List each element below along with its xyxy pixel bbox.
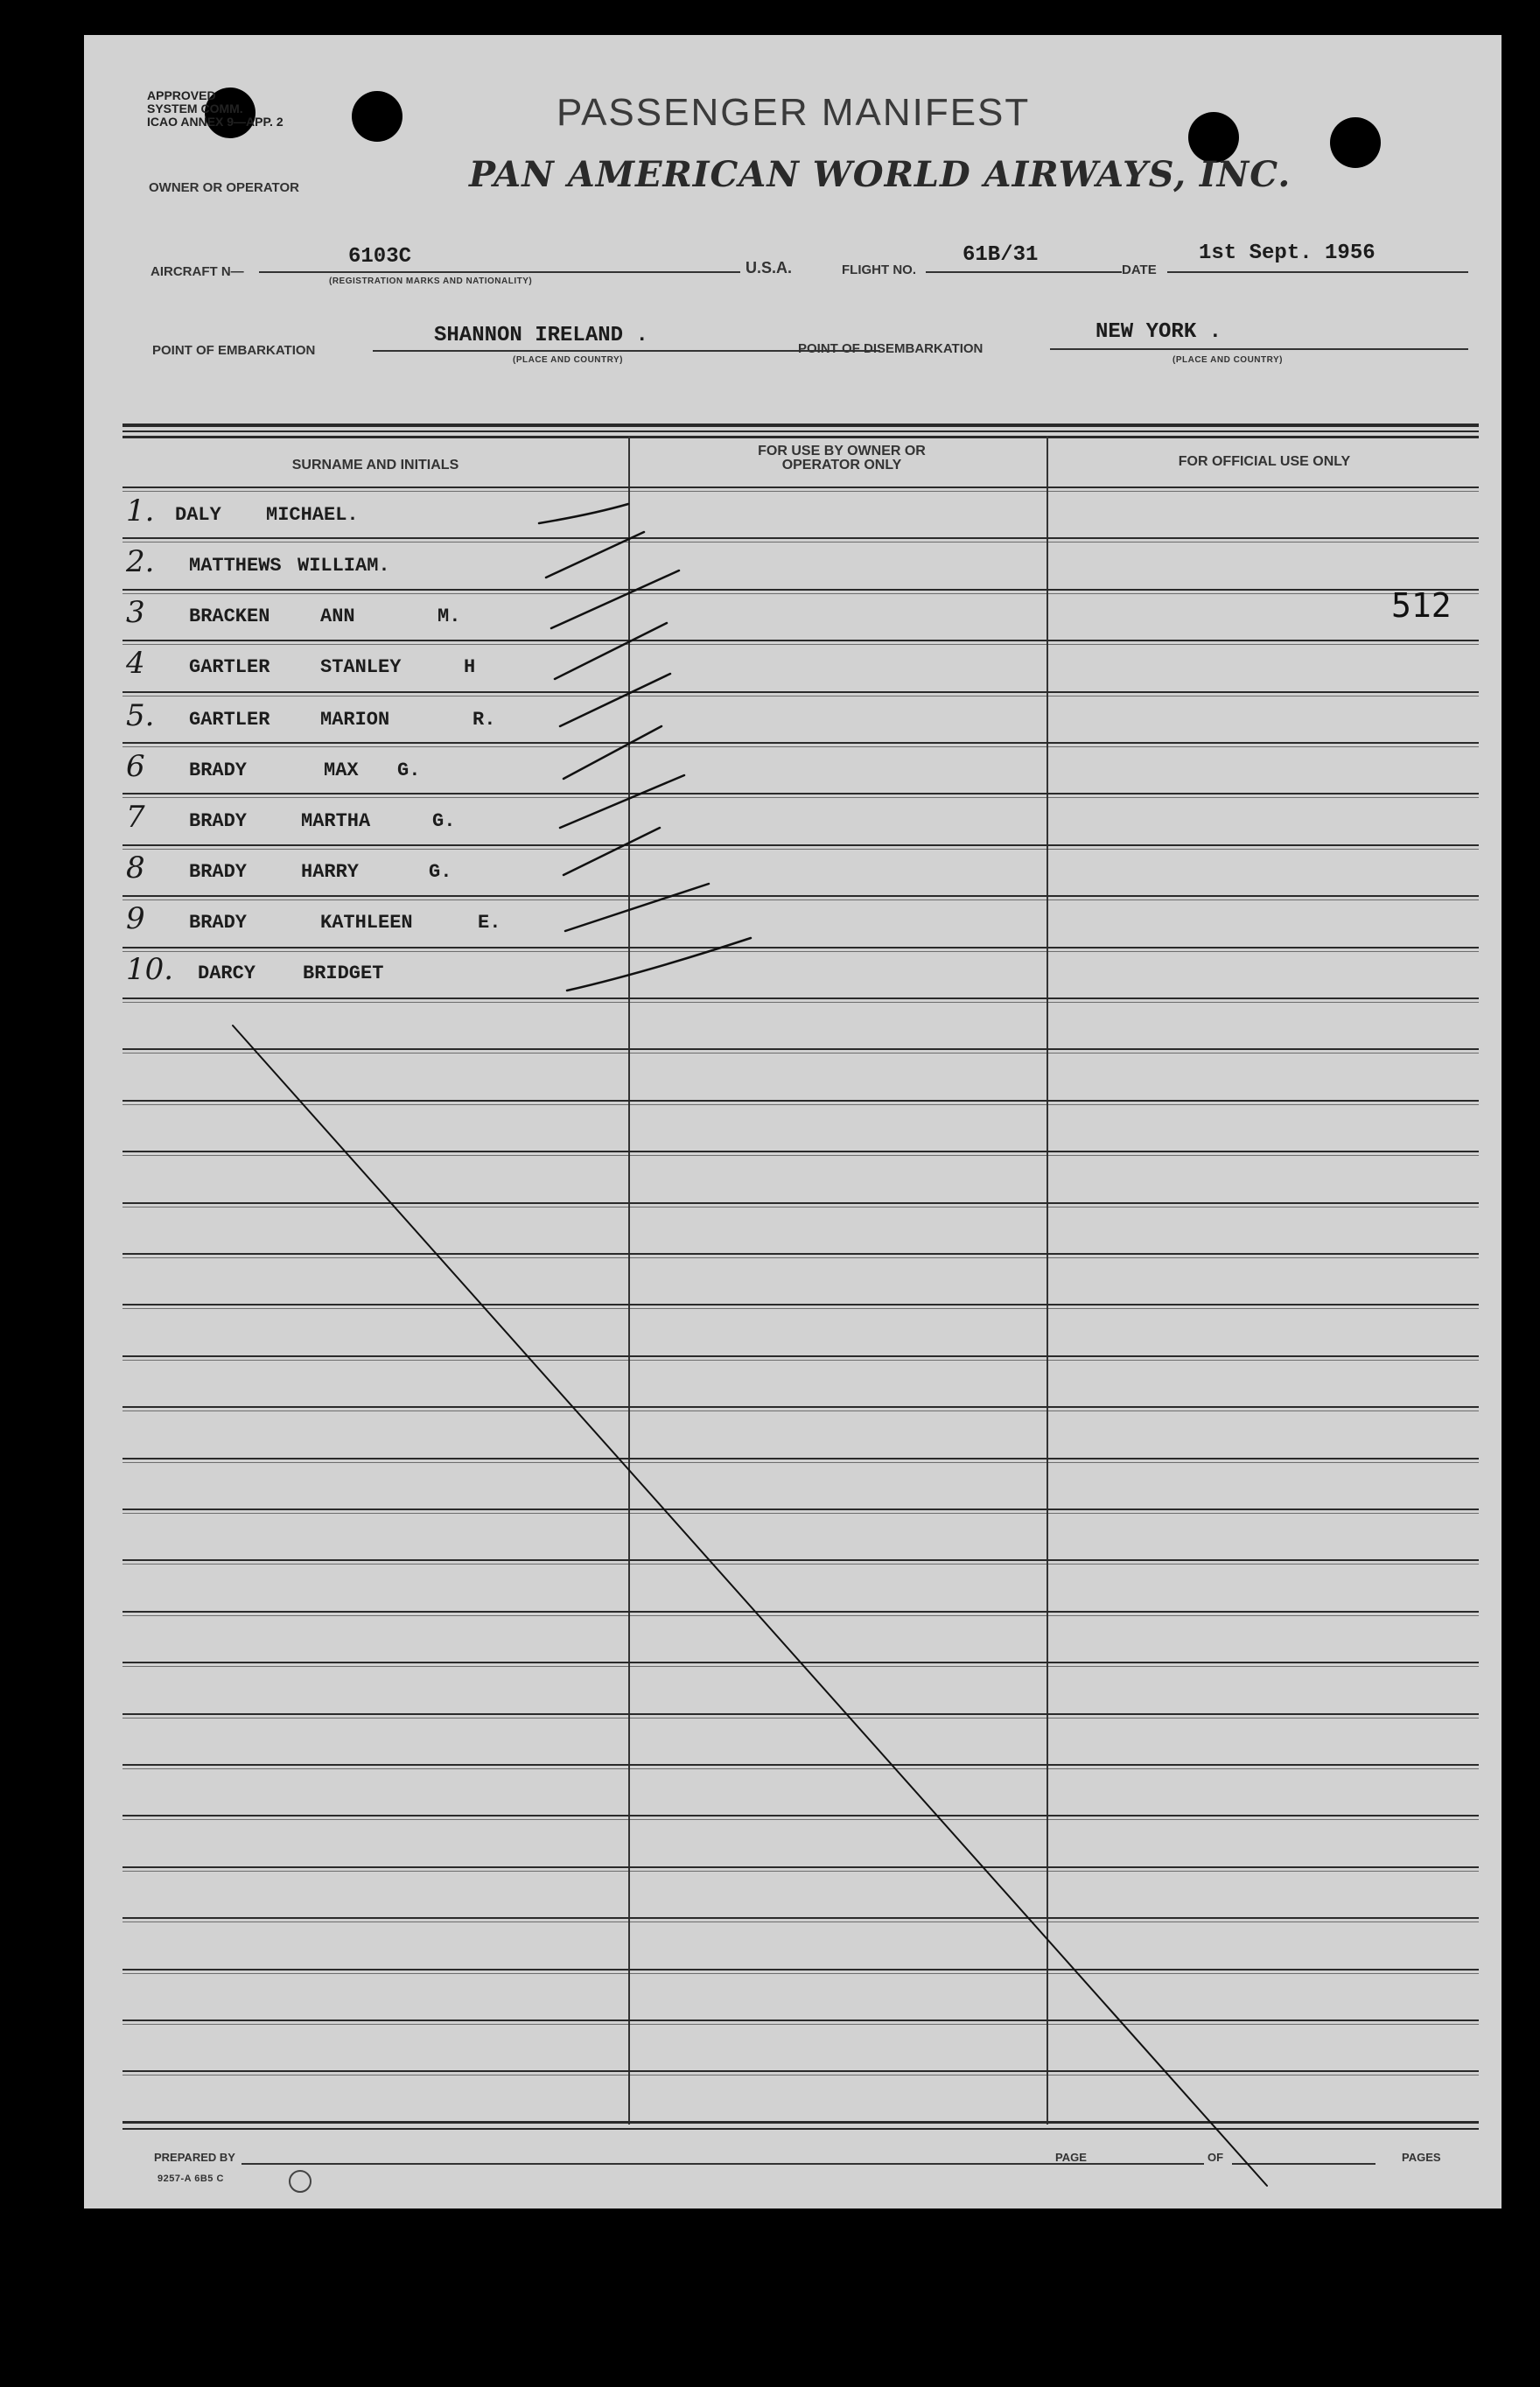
official-use-column-header: FOR OFFICIAL USE ONLY bbox=[1178, 454, 1351, 469]
check-mark bbox=[567, 938, 751, 990]
flight-label: FLIGHT NO. bbox=[842, 262, 916, 277]
passenger-given-name: MARION bbox=[320, 709, 390, 731]
manifest-sheet bbox=[84, 35, 1502, 2208]
passenger-initial: G. bbox=[429, 861, 452, 883]
passenger-initial: G. bbox=[397, 760, 421, 781]
row-number: 2. bbox=[126, 544, 155, 579]
row-number: 3 bbox=[126, 595, 145, 630]
cancel-diagonal bbox=[233, 1026, 1267, 2186]
aircraft-value: 6103C bbox=[348, 245, 412, 269]
prepared-by-label: PREPARED BY bbox=[154, 2151, 235, 2164]
passenger-given-name: MAX bbox=[324, 760, 359, 781]
check-mark bbox=[564, 726, 662, 779]
disembarkation-value: NEW YORK . bbox=[1096, 320, 1222, 344]
passenger-surname: DARCY bbox=[198, 962, 256, 984]
passenger-initial: G. bbox=[432, 810, 456, 832]
passenger-initial: R. bbox=[472, 709, 496, 731]
row-number: 6 bbox=[126, 749, 145, 784]
passenger-surname: BRADY bbox=[189, 810, 248, 832]
page-label: PAGE bbox=[1055, 2151, 1087, 2164]
owner-use-column-header: FOR USE BY OWNER OR OPERATOR ONLY bbox=[758, 444, 926, 472]
form-code: 9257-A 6B5 C bbox=[158, 2174, 224, 2184]
check-mark bbox=[565, 884, 709, 931]
check-mark bbox=[551, 570, 679, 628]
check-mark bbox=[546, 532, 644, 578]
row-number: 8 bbox=[126, 850, 145, 886]
passenger-given-name: BRIDGET bbox=[303, 962, 384, 984]
form-title: PASSENGER MANIFEST bbox=[556, 91, 1031, 134]
row-number: 9 bbox=[126, 901, 145, 936]
check-mark bbox=[555, 623, 667, 679]
passenger-given-name: MICHAEL. bbox=[266, 504, 359, 526]
row-number: 10. bbox=[126, 952, 174, 987]
approval-line: SYSTEM COMM. bbox=[147, 102, 243, 116]
passenger-surname: BRACKEN bbox=[189, 606, 270, 627]
pen-marks bbox=[84, 35, 1502, 2208]
stamped-number: 512 bbox=[1391, 586, 1452, 625]
row-number: 5. bbox=[126, 698, 155, 733]
disembarkation-caption: (PLACE AND COUNTRY) bbox=[1172, 355, 1283, 365]
date-label: DATE bbox=[1122, 262, 1157, 277]
date-value: 1st Sept. 1956 bbox=[1199, 242, 1376, 265]
passenger-initial: H bbox=[464, 656, 476, 678]
aircraft-label: AIRCRAFT N— bbox=[150, 264, 244, 279]
passenger-given-name: ANN bbox=[320, 606, 355, 627]
passenger-initial: M. bbox=[438, 606, 461, 627]
passenger-surname: BRADY bbox=[189, 912, 248, 934]
embarkation-caption: (PLACE AND COUNTRY) bbox=[513, 355, 623, 365]
passenger-given-name: HARRY bbox=[301, 861, 360, 883]
check-mark bbox=[560, 674, 670, 726]
passenger-given-name: WILLIAM. bbox=[298, 555, 390, 577]
row-number: 7 bbox=[126, 800, 145, 835]
passenger-surname: DALY bbox=[175, 504, 221, 526]
pages-label: PAGES bbox=[1402, 2151, 1441, 2164]
aircraft-caption: (REGISTRATION MARKS AND NATIONALITY) bbox=[329, 276, 533, 286]
passenger-surname: GARTLER bbox=[189, 656, 270, 678]
approval-line: ICAO ANNEX 9—APP. 2 bbox=[147, 115, 284, 129]
row-number: 4 bbox=[126, 646, 145, 681]
passenger-given-name: KATHLEEN bbox=[320, 912, 413, 934]
embarkation-value: SHANNON IRELAND . bbox=[434, 324, 648, 347]
check-mark bbox=[539, 504, 628, 523]
passenger-surname: MATTHEWS bbox=[189, 555, 282, 577]
approval-line: APPROVED bbox=[147, 88, 216, 102]
passenger-surname: BRADY bbox=[189, 760, 248, 781]
company-name: PAN AMERICAN WORLD AIRWAYS, INC. bbox=[469, 154, 1292, 195]
row-number: 1. bbox=[126, 494, 155, 528]
owner-label: OWNER OR OPERATOR bbox=[149, 180, 299, 195]
flight-value: 61B/31 bbox=[962, 243, 1039, 267]
passenger-given-name: STANLEY bbox=[320, 656, 402, 678]
passenger-given-name: MARTHA bbox=[301, 810, 371, 832]
surname-column-header: SURNAME AND INITIALS bbox=[291, 458, 459, 472]
passenger-surname: GARTLER bbox=[189, 709, 270, 731]
country-label: U.S.A. bbox=[746, 259, 793, 276]
check-mark bbox=[564, 828, 660, 875]
passenger-initial: E. bbox=[478, 912, 501, 934]
disembarkation-label: POINT OF DISEMBARKATION bbox=[798, 341, 984, 356]
of-label: OF bbox=[1208, 2151, 1224, 2164]
embarkation-label: POINT OF EMBARKATION bbox=[152, 343, 316, 358]
passenger-surname: BRADY bbox=[189, 861, 248, 883]
check-mark bbox=[560, 775, 684, 828]
